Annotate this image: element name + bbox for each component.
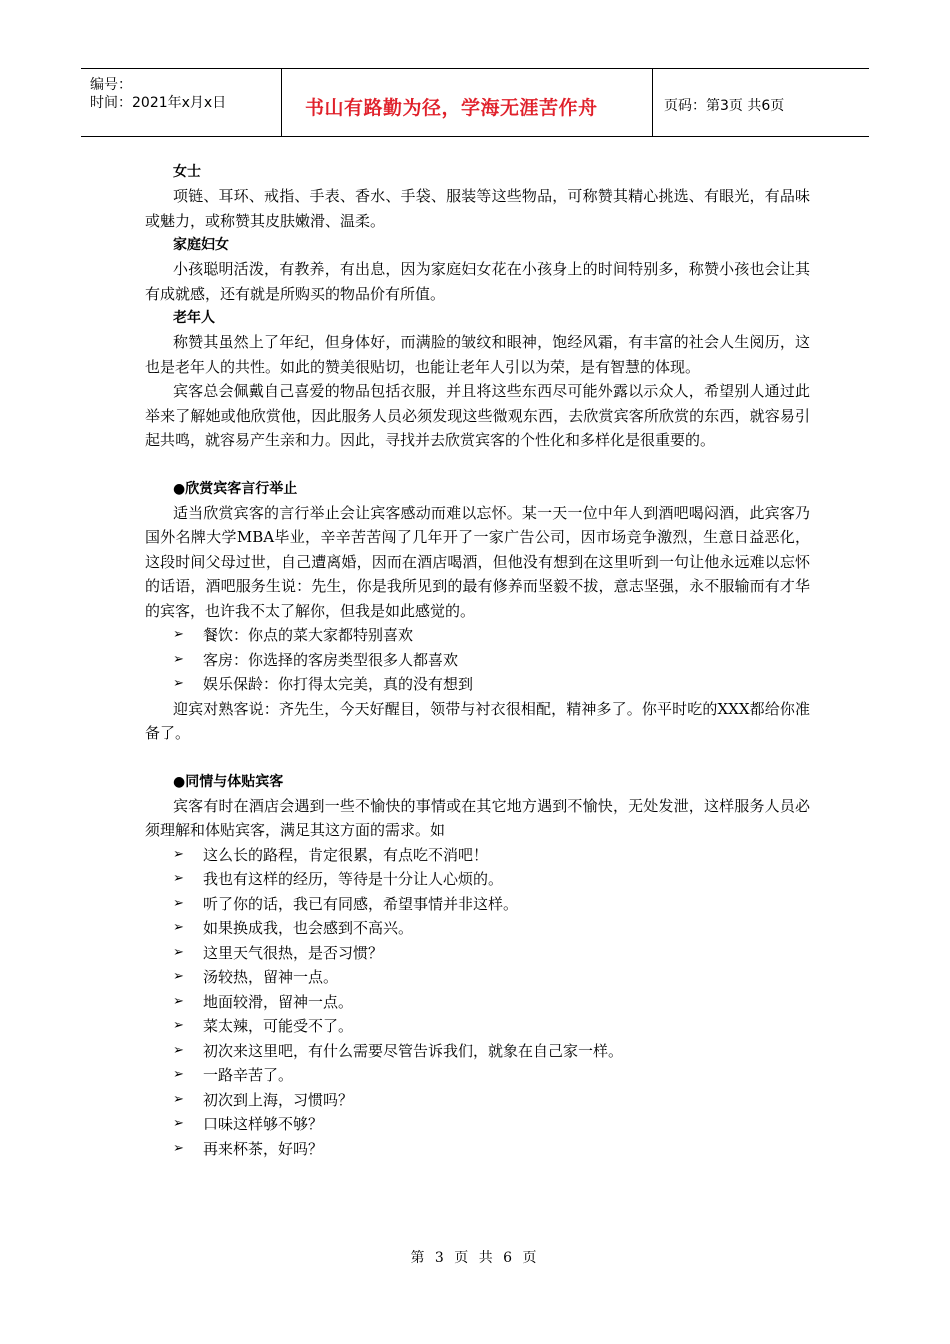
list-item: ➢ 口味这样够不够？ [145,1112,810,1137]
slogan: 书山有路勤为径，学海无涯苦作舟 [305,97,598,119]
list-item: ➢ 初次到上海，习惯吗？ [145,1088,810,1113]
list-item: ➢ 一路辛苦了。 [145,1063,810,1088]
arrow-bullet-icon: ➢ [173,1018,184,1033]
list-item: ➢ 娱乐保龄：你打得太完美，真的没有想到 [145,672,810,697]
section-title-appreciate: ●欣赏宾客言行举止 [173,480,298,497]
arrow-bullet-icon: ➢ [173,895,184,911]
paragraph-summary: 宾客总会佩戴自己喜爱的物品包括衣服，并且将这些东西尽可能外露以示众人，希望别人通过此举来了解她或他欣赏他，因此服务人员必须发现这些微观东西，去欣赏宾客所欣赏的东西，就容易引起共鸣，就容易产生亲和力。因此，寻找并去欣赏宾客的个性化和多样化是很重要的。 [145,382,810,449]
list-item: ➢ 再来杯茶，好吗？ [145,1137,810,1162]
list-item: ➢ 这么长的路程，肯定很累，有点吃不消吧！ [145,843,810,868]
list-item: ➢ 汤较热，留神一点。 [145,965,810,990]
paragraph-greeting: 迎宾对熟客说：齐先生，今天好醒目，领带与衬衣很相配，精神多了。你平时吃的XXX都给你准备了。 [145,699,810,742]
paragraph-elder: 称赞其虽然上了年纪，但身体好，而满脸的皱纹和眼神，饱经风霜，有丰富的社会人生阅历，这也是老年人的共性。如此的赞美很贴切，也能让老年人引以为荣，是有智慧的体现。 [145,333,810,376]
arrow-bullet-icon: ➢ [173,627,184,642]
arrow-bullet-icon: ➢ [173,1067,184,1082]
header-page-cell [653,69,869,136]
list-item: ➢ 客房：你选择的客房类型很多人都喜欢 [145,648,810,673]
arrow-bullet-icon: ➢ [173,1116,184,1131]
paragraph-woman: 项链、耳环、戒指、手表、香水、手袋、服装等这些物品，可称赞其精心挑选、有眼光，有品味或魅力，或称赞其皮肤嫩滑、温柔。 [145,187,810,230]
paragraph-housewife: 小孩聪明活泼，有教养，有出息，因为家庭妇女花在小孩身上的时间特别多，称赞小孩也会让其有成就感，还有就是所购买的物品价有所值。 [145,260,810,303]
page-header [81,68,869,137]
code-label: 编号： [90,77,132,93]
arrow-bullet-icon: ➢ [173,969,184,984]
arrow-bullet-icon: ➢ [173,676,184,691]
appreciate-bullet-list [145,623,810,697]
list-item: ➢ 地面较滑，留神一点。 [145,990,810,1015]
arrow-bullet-icon: ➢ [173,1091,184,1107]
section-title-woman: 女士 [173,164,201,180]
arrow-bullet-icon: ➢ [173,920,184,935]
sympathy-bullet-list [145,843,810,1162]
arrow-bullet-icon: ➢ [173,944,184,960]
document-body [145,160,810,1161]
arrow-bullet-icon: ➢ [173,871,184,886]
list-item: ➢ 餐饮：你点的菜大家都特别喜欢 [145,623,810,648]
arrow-bullet-icon: ➢ [173,846,184,862]
paragraph-sympathy: 宾客有时在酒店会遇到一些不愉快的事情或在其它地方遇到不愉快，无处发泄，这样服务人员必须理解和体贴宾客，满足其这方面的需求。如 [145,796,810,839]
list-item: ➢ 如果换成我，也会感到不高兴。 [145,916,810,941]
arrow-bullet-icon: ➢ [173,651,184,667]
page-footer: 第 3 页 共 6 页 [410,1250,540,1266]
page-info: 页码：第3页 共6页 [664,98,785,114]
section-title-sympathy: ●同情与体贴宾客 [173,773,284,790]
section-title-elder: 老年人 [173,310,215,326]
arrow-bullet-icon: ➢ [173,1140,184,1156]
arrow-bullet-icon: ➢ [173,993,184,1009]
header-meta-cell [81,69,282,136]
list-item: ➢ 我也有这样的经历，等待是十分让人心烦的。 [145,867,810,892]
list-item: ➢ 菜太辣，可能受不了。 [145,1014,810,1039]
arrow-bullet-icon: ➢ [173,1042,184,1058]
list-item: ➢ 听了你的话，我已有同感，希望事情并非这样。 [145,892,810,917]
paragraph-appreciate: 适当欣赏宾客的言行举止会让宾客感动而难以忘怀。某一天一位中年人到酒吧喝闷酒，此宾客乃国外名牌大学MBA毕业，辛辛苦苦闯了几年开了一家广告公司，因市场竞争激烈，生意日益恶化，这段时间父母过世，自己遭离婚，因而在酒店喝酒，但他没有想到在这里听到一句让他永远难以忘怀的话语，酒吧服务生说：先生，你是我所见到的最有修养而坚毅不拔，意志坚强，永不服输而有才华的宾客，也许我不太了解你，但我是如此感觉的。 [145,503,810,620]
header-slogan-cell [282,69,653,136]
list-item: ➢ 这里天气很热，是否习惯？ [145,941,810,966]
section-title-housewife: 家庭妇女 [173,237,229,253]
list-item: ➢ 初次来这里吧，有什么需要尽管告诉我们，就象在自己家一样。 [145,1039,810,1064]
time-label: 时间：2021年x月x日 [90,95,227,111]
